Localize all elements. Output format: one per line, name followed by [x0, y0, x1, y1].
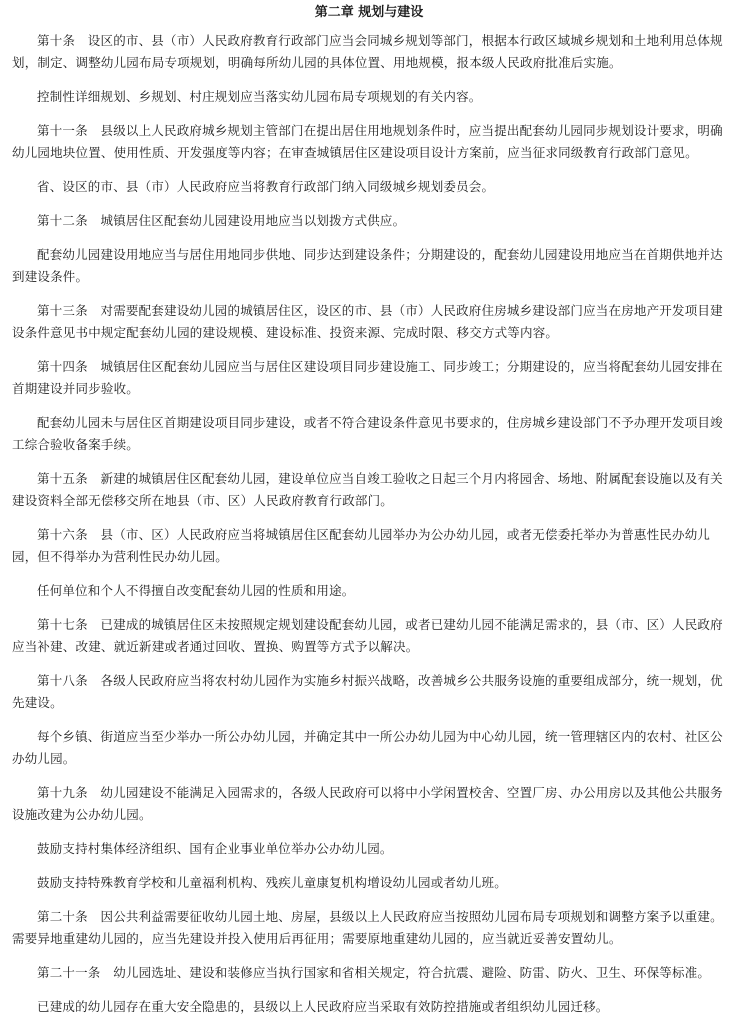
paragraph: 配套幼儿园建设用地应当与居住用地同步供地、同步达到建设条件；分期建设的，配套幼儿园建设用地应当在首期供地并达到建设条件。 — [12, 247, 723, 284]
paragraph-article-12: 第十二条 城镇居住区配套幼儿园建设用地应当以划拨方式供应。 — [37, 213, 406, 228]
paragraph: 任何单位和个人不得擅自改变配套幼儿园的性质和用途。 — [37, 583, 355, 598]
paragraph-article-15: 第十五条 新建的城镇居住区配套幼儿园，建设单位应当自竣工验收之日起三个月内将园舍、场地、附属配套设施以及有关建设资料全部无偿移交所在地县（市、区）人民政府教育行政部门。 — [12, 471, 723, 508]
paragraph: 鼓励支持村集体经济组织、国有企业事业单位举办公办幼儿园。 — [37, 841, 393, 856]
document-page — [0, 2, 738, 1014]
paragraph: 鼓励支持特殊教育学校和儿童福利机构、残疾儿童康复机构增设幼儿园或者幼儿班。 — [37, 875, 507, 890]
paragraph-article-20: 第二十条 因公共利益需要征收幼儿园土地、房屋，县级以上人民政府应当按照幼儿园布局专项规划和调整方案予以重建。需要异地重建幼儿园的，应当先建设并投入使用后再征用；需要原地重建幼儿园的，应当就近妥善安置幼儿。 — [12, 909, 723, 946]
paragraph-article-10: 第十条 设区的市、县（市）人民政府教育行政部门应当会同城乡规划等部门，根据本行政区域城乡规划和土地利用总体规划，制定、调整幼儿园布局专项规划，明确每所幼儿园的具体位置、用地规模，报本级人民政府批准后实施。 — [12, 33, 723, 70]
chapter-title: 第二章 规划与建设 — [314, 5, 424, 20]
paragraph: 配套幼儿园未与居住区首期建设项目同步建设，或者不符合建设条件意见书要求的，住房城乡建设部门不予办理开发项目竣工综合验收备案手续。 — [12, 415, 723, 452]
paragraph: 控制性详细规划、乡规划、村庄规划应当落实幼儿园布局专项规划的有关内容。 — [37, 89, 482, 104]
paragraph-article-19: 第十九条 幼儿园建设不能满足入园需求的，各级人民政府可以将中小学闲置校舍、空置厂房、办公用房以及其他公共服务设施改建为公办幼儿园。 — [12, 785, 723, 822]
paragraph-article-11: 第十一条 县级以上人民政府城乡规划主管部门在提出居住用地规划条件时，应当提出配套幼儿园同步规划设计要求，明确幼儿园地块位置、使用性质、开发强度等内容；在审查城镇居住区建设项目设计方案前，应当征求同级教育行政部门意见。 — [12, 123, 723, 160]
paragraph-article-16: 第十六条 县（市、区）人民政府应当将城镇居住区配套幼儿园举办为公办幼儿园，或者无偿委托举办为普惠性民办幼儿园，但不得举办为营利性民办幼儿园。 — [12, 527, 711, 564]
paragraph: 已建成的幼儿园存在重大安全隐患的，县级以上人民政府应当采取有效防控措施或者组织幼儿园迁移。 — [37, 999, 609, 1014]
paragraph-article-18: 第十八条 各级人民政府应当将农村幼儿园作为实施乡村振兴战略，改善城乡公共服务设施的重要组成部分，统一规划，优先建设。 — [12, 673, 723, 710]
paragraph-article-21: 第二十一条 幼儿园选址、建设和装修应当执行国家和省相关规定，符合抗震、避险、防雷、防火、卫生、环保等标准。 — [37, 965, 711, 980]
paragraph-article-13: 第十三条 对需要配套建设幼儿园的城镇居住区，设区的市、县（市）人民政府住房城乡建设部门应当在房地产开发项目建设条件意见书中规定配套幼儿园的建设规模、建设标准、投资来源、完成时限、移交方式等内容。 — [12, 303, 723, 340]
paragraph: 每个乡镇、街道应当至少举办一所公办幼儿园，并确定其中一所公办幼儿园为中心幼儿园，统一管理辖区内的农村、社区公办幼儿园。 — [12, 729, 723, 766]
paragraph-article-17: 第十七条 已建成的城镇居住区未按照规定规划建设配套幼儿园，或者已建幼儿园不能满足需求的，县（市、区）人民政府应当补建、改建、就近新建或者通过回收、置换、购置等方式予以解决。 — [12, 617, 723, 654]
paragraph: 省、设区的市、县（市）人民政府应当将教育行政部门纳入同级城乡规划委员会。 — [37, 179, 495, 194]
paragraph-article-14: 第十四条 城镇居住区配套幼儿园应当与居住区建设项目同步建设施工、同步竣工；分期建设的，应当将配套幼儿园安排在首期建设并同步验收。 — [12, 359, 723, 396]
